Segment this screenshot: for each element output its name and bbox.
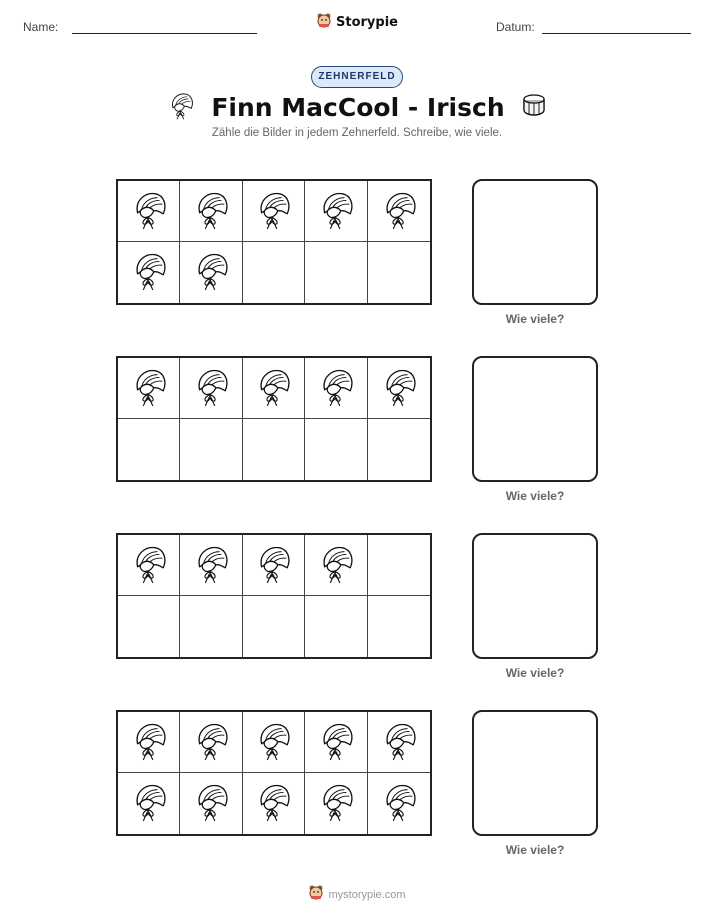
bonnet-icon [254, 780, 292, 827]
ten-frame-cell [305, 712, 367, 773]
ten-frame-cell [305, 242, 367, 303]
name-line[interactable] [72, 33, 257, 34]
ten-frame-cell [118, 712, 180, 773]
how-many-label: Wie viele? [505, 312, 565, 326]
instructions: Zähle die Bilder in jedem Zehnerfeld. Schreibe, wie viele. [211, 127, 503, 139]
bonnet-icon [130, 188, 168, 235]
ten-frame-cell [118, 596, 180, 657]
bonnet-icon [317, 188, 355, 235]
ten-frame-cell [118, 358, 180, 419]
how-many-label: Wie viele? [505, 489, 565, 503]
bonnet-icon [254, 719, 292, 766]
date-line[interactable] [542, 33, 691, 34]
ten-frame-cell [118, 242, 180, 303]
ten-frame-cell [305, 535, 367, 596]
ten-frame [116, 710, 432, 836]
bonnet-icon [317, 542, 355, 589]
ten-frame-cell [368, 419, 430, 480]
ten-frame [116, 356, 432, 482]
bonnet-icon [130, 365, 168, 412]
bonnet-icon [380, 780, 418, 827]
bonnet-icon [192, 542, 230, 589]
bonnet-icon [317, 365, 355, 412]
ten-frame-cell [368, 181, 430, 242]
bonnet-icon [192, 780, 230, 827]
drum-icon [521, 92, 547, 123]
ten-frame-cell [180, 596, 242, 657]
ten-frame-cell [118, 181, 180, 242]
ten-frame-cell [118, 773, 180, 834]
ten-frame-cell [243, 535, 305, 596]
ten-frame-cell [243, 181, 305, 242]
name-label: Name: [23, 20, 59, 34]
ten-frame-cell [243, 242, 305, 303]
date-label: Datum: [496, 20, 535, 34]
bonnet-icon [254, 542, 292, 589]
ten-frame-cell [243, 596, 305, 657]
bonnet-icon [380, 188, 418, 235]
bonnet-icon [254, 188, 292, 235]
how-many-label: Wie viele? [505, 843, 565, 857]
ten-frame-cell [368, 596, 430, 657]
ten-frame-cell [180, 181, 242, 242]
brand [0, 12, 714, 33]
ten-frame-cell [305, 181, 367, 242]
bear-logo-icon [316, 12, 332, 33]
title-row [0, 90, 714, 125]
ten-frame-cell [180, 712, 242, 773]
bonnet-icon [192, 365, 230, 412]
ten-frame-cell [180, 358, 242, 419]
ten-frame-cell [368, 712, 430, 773]
bonnet-icon [130, 719, 168, 766]
bonnet-icon [192, 188, 230, 235]
ten-frame-cell [180, 773, 242, 834]
page-title: Finn MacCool - Irisch [211, 93, 505, 122]
ten-frame-cell [368, 242, 430, 303]
worksheet-type-badge: ZEHNERFELD [311, 66, 403, 88]
footer-url: mystorypie.com [328, 888, 406, 901]
bonnet-icon [317, 780, 355, 827]
answer-box[interactable] [472, 356, 598, 482]
bonnet-icon [167, 90, 195, 125]
bonnet-icon [130, 780, 168, 827]
ten-frame-cell [118, 419, 180, 480]
bonnet-icon [130, 542, 168, 589]
ten-frame-cell [305, 773, 367, 834]
ten-frame-cell [305, 358, 367, 419]
ten-frame-cell [368, 773, 430, 834]
ten-frame-cell [243, 712, 305, 773]
how-many-label: Wie viele? [505, 666, 565, 680]
answer-box[interactable] [472, 533, 598, 659]
bonnet-icon [130, 249, 168, 296]
ten-frame-cell [243, 358, 305, 419]
bonnet-icon [380, 365, 418, 412]
ten-frame-cell [180, 242, 242, 303]
ten-frame-cell [243, 419, 305, 480]
answer-box[interactable] [472, 179, 598, 305]
bonnet-icon [317, 719, 355, 766]
ten-frame [116, 533, 432, 659]
answer-box[interactable] [472, 710, 598, 836]
brand-name: Storypie [336, 15, 398, 30]
ten-frame-cell [180, 419, 242, 480]
bonnet-icon [192, 719, 230, 766]
bonnet-icon [192, 249, 230, 296]
ten-frame-cell [305, 419, 367, 480]
ten-frame-cell [243, 773, 305, 834]
footer [0, 884, 714, 905]
ten-frame-cell [368, 535, 430, 596]
ten-frame-cell [305, 596, 367, 657]
ten-frame-cell [118, 535, 180, 596]
ten-frame-cell [180, 535, 242, 596]
bonnet-icon [380, 719, 418, 766]
bear-logo-icon [308, 884, 324, 905]
bonnet-icon [254, 365, 292, 412]
ten-frame-cell [368, 358, 430, 419]
ten-frame [116, 179, 432, 305]
